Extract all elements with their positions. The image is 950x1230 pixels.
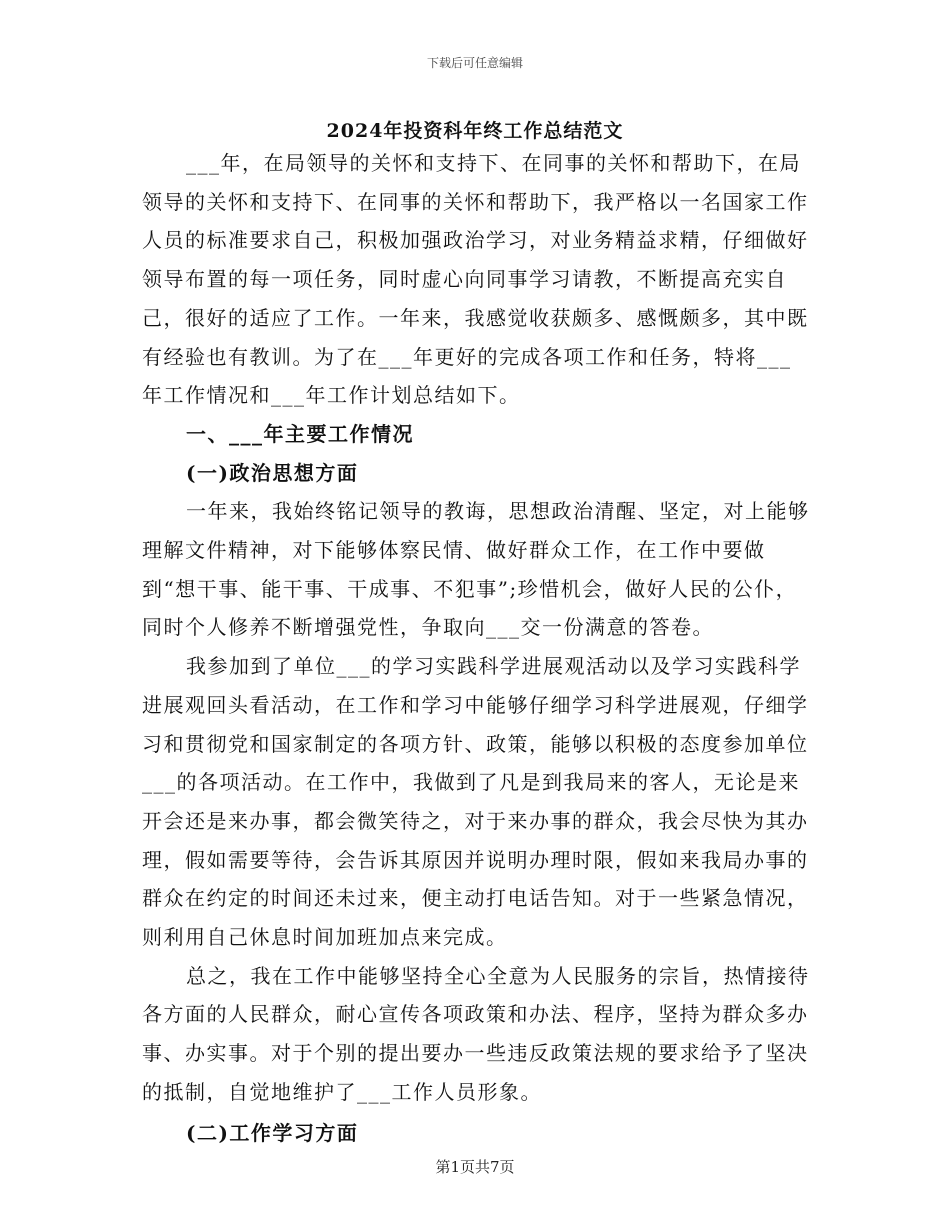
- section-heading-1: 一、___年主要工作情况: [186, 421, 414, 446]
- subsection-heading-2: (二)工作学习方面: [186, 1120, 359, 1145]
- document-body: [142, 144, 810, 1152]
- subsection-heading-1: (一)政治思想方面: [186, 460, 359, 485]
- activities-paragraph: 我参加到了单位___的学习实践科学进展观活动以及学习实践科学进展观回头看活动，在工作和学习中能够仔细学习科学进展观，仔细学习和贯彻党和国家制定的各项方针、政策，能够以积极的态度参加单位___的各项活动。在工作中，我做到了凡是到我局来的客人，无论是来开会还是来办事，都会微笑待之，对于来办事的群众，我会尽快为其办理，假如需要等待，会告诉其原因并说明办理时限，假如来我局办事的群众在约定的时间还未过来，便主动打电话告知。对于一些紧急情况，则利用自己休息时间加班加点来完成。: [142, 654, 809, 950]
- summary-paragraph: 总之，我在工作中能够坚持全心全意为人民服务的宗旨，热情接待各方面的人民群众，耐心宣传各项政策和办法、程序，坚持为群众多办事、办实事。对于个别的提出要办一些违反政策法规的要求给予了坚决的抵制，自觉地维护了___工作人员形象。: [142, 963, 810, 1104]
- document-title: 2024年投资科年终工作总结范文: [326, 120, 624, 142]
- page-footer: 第1页共7页: [435, 1158, 515, 1176]
- political-paragraph: 一年来，我始终铭记领导的教诲，思想政治清醒、坚定，对上能够理解文件精神，对下能够体察民情、做好群众工作，在工作中要做到“想干事、能干事、干成事、不犯事”;珍惜机会，做好人民的公仆，同时个人修养不断增强党性，争取向___交一份满意的答卷。: [142, 499, 810, 640]
- page-header: 下载后可任意编辑: [426, 56, 523, 70]
- intro-paragraph: ___年，在局领导的关怀和支持下、在同事的关怀和帮助下，在局领导的关怀和支持下、在同事的关怀和帮助下，我严格以一名国家工作人员的标准要求自己，积极加强政治学习，对业务精益求精，仔细做好领导布置的每一项任务，同时虚心向同事学习请教，不断提高充实自己，很好的适应了工作。一年来，我感觉收获颇多、感慨颇多，其中既有经验也有教训。为了在___年更好的完成各项工作和任务，特将___年工作情况和___年工作计划总结如下。: [142, 151, 809, 408]
